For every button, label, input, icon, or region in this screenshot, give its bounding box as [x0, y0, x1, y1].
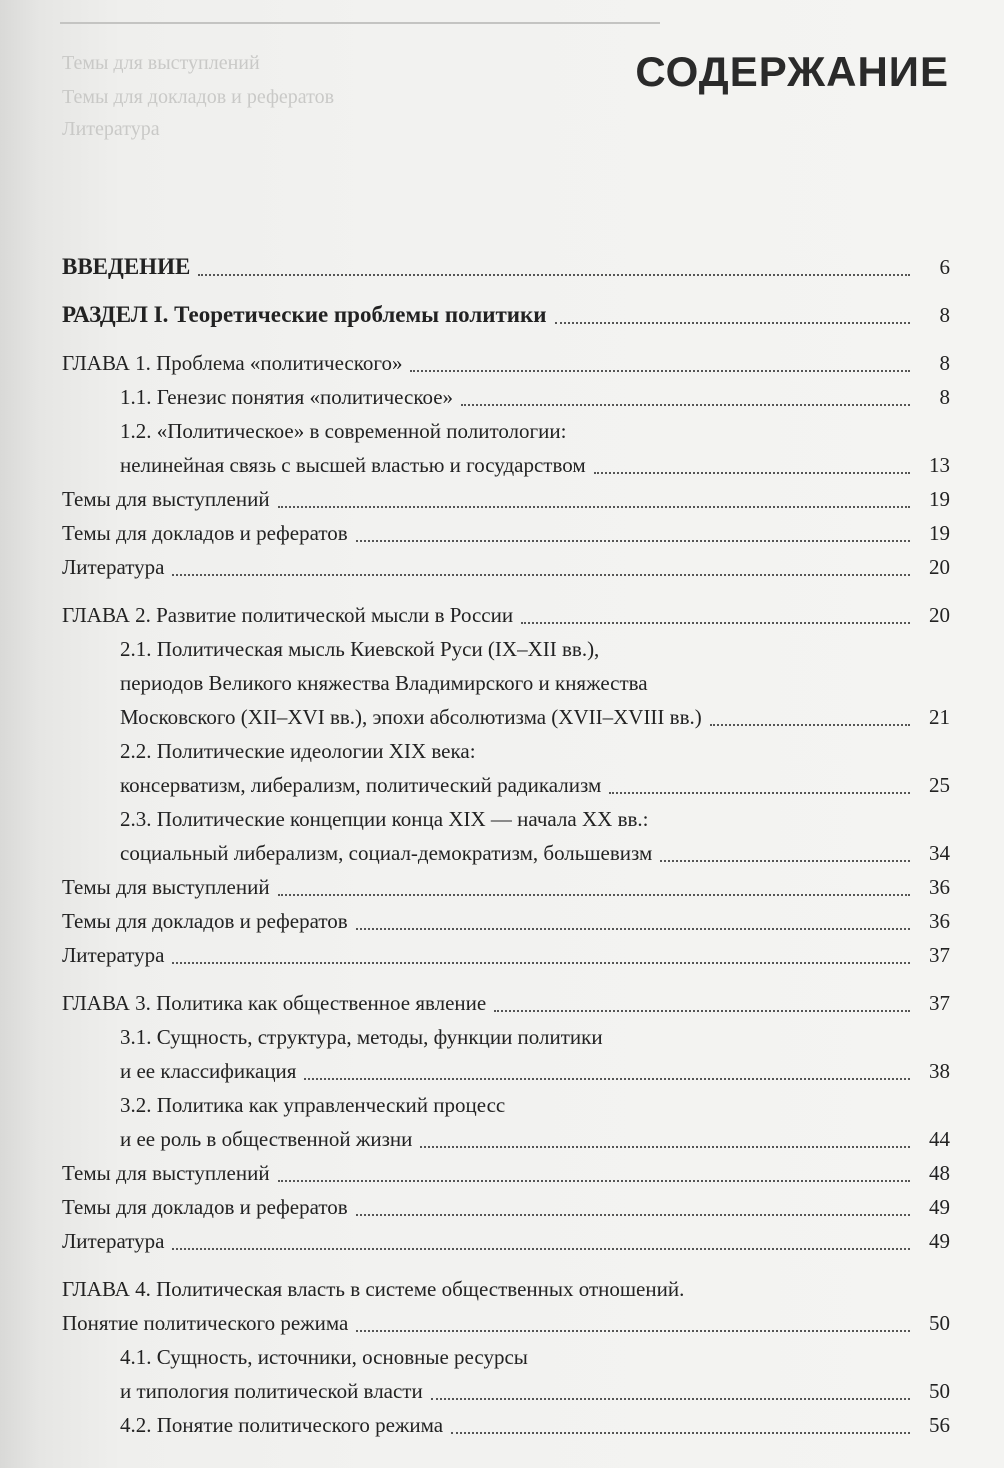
toc-label: и типология политической власти: [120, 1379, 423, 1403]
toc-entry-2-1: [62, 632, 950, 734]
toc-label: и ее роль в общественной жизни: [120, 1127, 413, 1151]
bleed-through-line: Литература: [62, 118, 160, 140]
toc-line: 3.1. Сущность, структура, методы, функции политики: [120, 1025, 603, 1049]
toc-label: Понятие политического режима: [62, 1311, 349, 1335]
dot-leader: [356, 1330, 910, 1332]
toc-line: 2.2. Политические идеологии XIX века:: [120, 739, 476, 763]
toc-line: 2.1. Политическая мысль Киевской Руси (IX–XII вв.),: [120, 637, 600, 661]
toc-label: Темы для докладов и рефератов: [62, 909, 348, 933]
dot-leader: [410, 370, 910, 372]
toc-entry-reports-1: [62, 516, 950, 550]
toc-entry-literature-3: [62, 1224, 950, 1258]
toc-entry-4-2: [62, 1408, 950, 1442]
dot-leader: [494, 1010, 910, 1012]
dot-leader: [172, 1248, 910, 1250]
toc-page: 25: [929, 773, 950, 797]
dot-leader: [609, 792, 910, 794]
toc-page: 19: [929, 487, 950, 511]
toc-label: 4.2. Понятие политического режима: [120, 1413, 444, 1437]
toc-page: 50: [929, 1379, 950, 1403]
dot-leader: [304, 1078, 910, 1080]
toc-page: 8: [939, 303, 950, 327]
dot-leader: [356, 928, 910, 930]
toc-page: 48: [929, 1161, 950, 1185]
toc-page: 13: [929, 453, 950, 477]
toc-label: ГЛАВА 1. Проблема «политического»: [62, 351, 403, 375]
dot-leader: [278, 894, 910, 896]
dot-leader: [172, 962, 910, 964]
toc-line: 4.1. Сущность, источники, основные ресурсы: [120, 1345, 528, 1369]
toc-entry-2-2: [62, 734, 950, 802]
toc-line: ГЛАВА 4. Политическая власть в системе общественных отношений.: [62, 1277, 685, 1301]
toc-entry-reports-2: [62, 904, 950, 938]
toc-page: 36: [929, 909, 950, 933]
toc-last-line: [120, 448, 950, 482]
table-of-contents: [62, 250, 950, 1442]
toc-page: 20: [929, 603, 950, 627]
toc-label: Темы для выступлений: [62, 875, 270, 899]
toc-label: Литература: [62, 1229, 165, 1253]
toc-label: Литература: [62, 555, 165, 579]
toc-page: 56: [929, 1413, 950, 1437]
toc-page: 37: [929, 991, 950, 1015]
toc-page: 50: [929, 1311, 950, 1335]
toc-page: 8: [939, 385, 950, 409]
toc-last-line: [120, 768, 950, 802]
toc-label: нелинейная связь с высшей властью и государством: [120, 453, 586, 477]
toc-entry-speeches-2: [62, 870, 950, 904]
toc-label: ВВЕДЕНИЕ: [62, 254, 191, 279]
toc-page: 49: [929, 1229, 950, 1253]
bleed-through-line: Темы для докладов и рефератов: [62, 86, 335, 108]
toc-label: консерватизм, либерализм, политический радикализм: [120, 773, 602, 797]
toc-page: 36: [929, 875, 950, 899]
toc-entry-3-1: [62, 1020, 950, 1088]
toc-line: 1.2. «Политическое» в современной политологии:: [120, 419, 567, 443]
toc-label: Темы для выступлений: [62, 487, 270, 511]
toc-last-line: [120, 1122, 950, 1156]
toc-line: 2.3. Политические концепции конца XIX — начала XX вв.:: [120, 807, 649, 831]
toc-page: 49: [929, 1195, 950, 1219]
toc-line: 3.2. Политика как управленческий процесс: [120, 1093, 506, 1117]
dot-leader: [461, 404, 910, 406]
toc-label: и ее классификация: [120, 1059, 297, 1083]
dot-leader: [451, 1432, 910, 1434]
toc-entry-section-1: [62, 298, 950, 332]
dot-leader: [594, 472, 910, 474]
toc-page: 34: [929, 841, 950, 865]
toc-last-line: [120, 700, 950, 734]
toc-page: 20: [929, 555, 950, 579]
dot-leader: [660, 860, 910, 862]
toc-last-line: [120, 1374, 950, 1408]
toc-page: 38: [929, 1059, 950, 1083]
dot-leader: [521, 622, 910, 624]
toc-entry-1-2: [62, 414, 950, 482]
dot-leader: [172, 574, 910, 576]
toc-label: Темы для докладов и рефератов: [62, 1195, 348, 1219]
toc-entry-chapter-4: [62, 1272, 950, 1340]
dot-leader: [710, 724, 910, 726]
dot-leader: [278, 1180, 910, 1182]
bleed-through-line: Темы для выступлений: [62, 52, 260, 74]
toc-label: Темы для докладов и рефератов: [62, 521, 348, 545]
toc-page: 8: [939, 351, 950, 375]
toc-entry-chapter-1: [62, 346, 950, 380]
toc-page: 37: [929, 943, 950, 967]
toc-page: 21: [929, 705, 950, 729]
dot-leader: [420, 1146, 910, 1148]
page-title: СОДЕРЖАНИЕ: [635, 48, 949, 95]
toc-entry-speeches-1: [62, 482, 950, 516]
toc-label: ГЛАВА 2. Развитие политической мысли в России: [62, 603, 514, 627]
toc-page: 6: [939, 255, 950, 279]
toc-entry-introduction: [62, 250, 950, 284]
toc-label: ГЛАВА 3. Политика как общественное явление: [62, 991, 487, 1015]
top-rule: [60, 22, 660, 24]
dot-leader: [278, 506, 910, 508]
toc-label: Темы для выступлений: [62, 1161, 270, 1185]
dot-leader: [356, 540, 910, 542]
toc-label: 1.1. Генезис понятия «политическое»: [120, 385, 454, 409]
toc-page: 44: [929, 1127, 950, 1151]
toc-entry-4-1: [62, 1340, 950, 1408]
toc-last-line: [120, 836, 950, 870]
toc-label: Литература: [62, 943, 165, 967]
dot-leader: [555, 322, 910, 324]
toc-last-line: [62, 1306, 950, 1340]
toc-entry-reports-3: [62, 1190, 950, 1224]
toc-entry-literature-1: [62, 550, 950, 584]
dot-leader: [198, 274, 910, 276]
dot-leader: [356, 1214, 910, 1216]
toc-entry-1-1: [62, 380, 950, 414]
toc-entry-3-2: [62, 1088, 950, 1156]
toc-last-line: [120, 1054, 950, 1088]
toc-entry-literature-2: [62, 938, 950, 972]
toc-entry-chapter-2: [62, 598, 950, 632]
dot-leader: [431, 1398, 910, 1400]
toc-entry-2-3: [62, 802, 950, 870]
toc-line: периодов Великого княжества Владимирского и княжества: [120, 671, 648, 695]
toc-page: 19: [929, 521, 950, 545]
toc-label: РАЗДЕЛ I. Теоретические проблемы политики: [62, 302, 547, 327]
toc-entry-speeches-3: [62, 1156, 950, 1190]
toc-entry-chapter-3: [62, 986, 950, 1020]
toc-label: социальный либерализм, социал-демократизм, большевизм: [120, 841, 653, 865]
toc-label: Московского (XII–XVI вв.), эпохи абсолютизма (XVII–XVIII вв.): [120, 705, 702, 729]
